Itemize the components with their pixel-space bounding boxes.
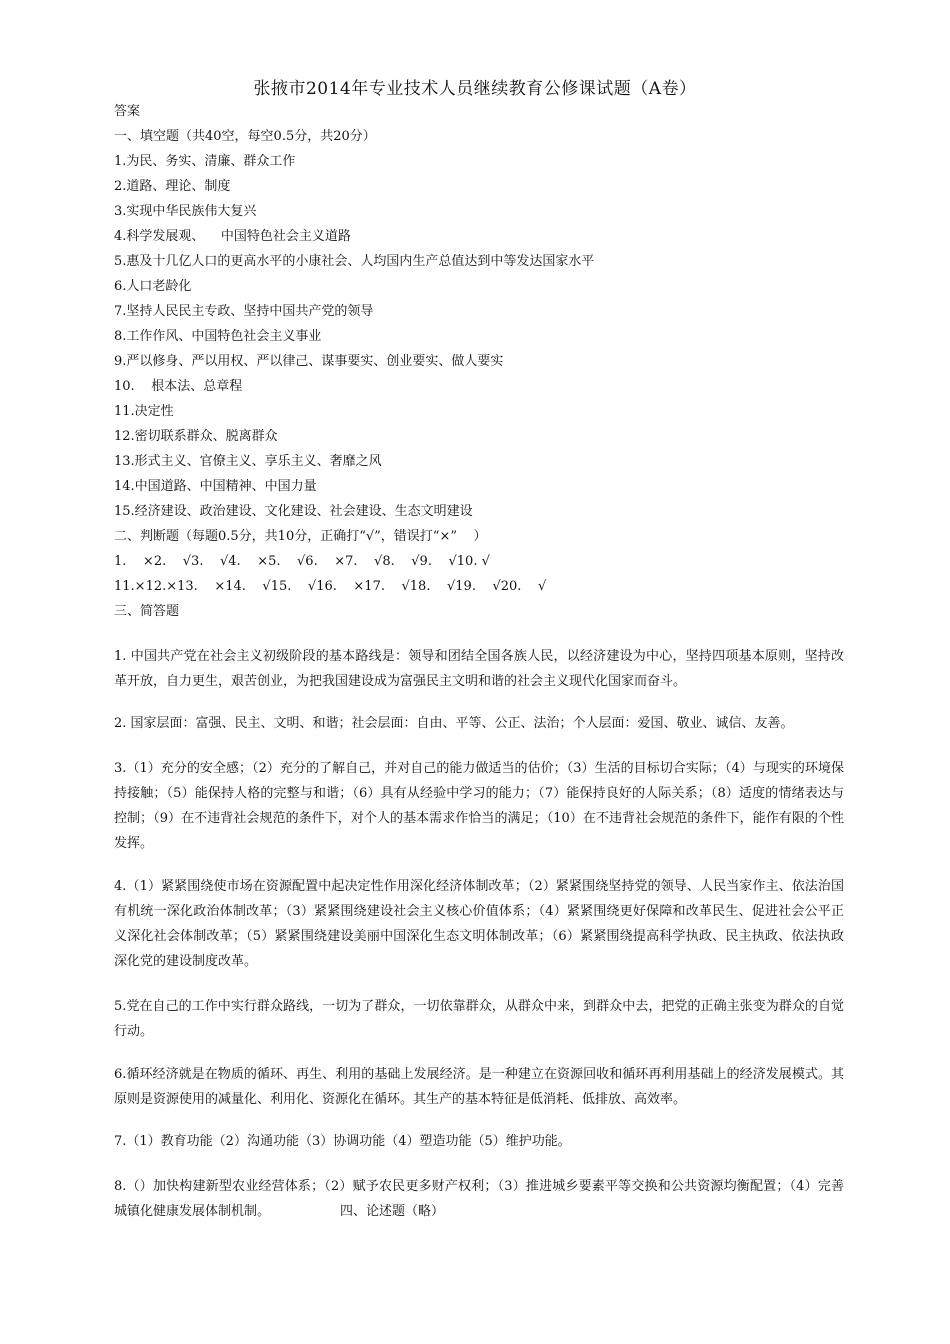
fill-blank-item: 1.为民、务实、清廉、群众工作 xyxy=(114,154,296,169)
short-answer-item: 4.（1）紧紧围绕使市场在资源配置中起决定性作用深化经济体制改革；（2）紧紧围绕坚持党的领导、人民当家作主、依法治国有机统一深化政治体制改革；（3）紧紧围绕建设社会主义核心价值体系；（4）紧紧围绕更好保障和改革民生、促进社会公平正义深化社会体制改革；（5）紧紧围绕建设美丽中国深化生态文明体制改革；（6）紧紧围绕提高科学执政、民主执政、依法执政深化党的建设制度改革。 xyxy=(114,879,844,969)
true-false-answers-row: 1. ×2. √3. √4. ×5. √6. ×7. √8. √9. √10. √ xyxy=(114,554,490,569)
answer-label: 答案 xyxy=(114,104,141,119)
fill-blank-item: 9.严以修身、严以用权、严以律己、谋事要实、创业要实、做人要实 xyxy=(114,354,504,369)
fill-blank-item: 5.惠及十几亿人口的更高水平的小康社会、人均国内生产总值达到中等发达国家水平 xyxy=(114,254,595,269)
fill-blank-item: 15.经济建设、政治建设、文化建设、社会建设、生态文明建设 xyxy=(114,504,473,519)
page-title: 张掖市2014年专业技术人员继续教育公修课试题（A卷） xyxy=(253,79,697,99)
fill-blank-item: 8.工作作风、中国特色社会主义事业 xyxy=(114,329,322,344)
fill-blank-item: 14.中国道路、中国精神、中国力量 xyxy=(114,479,317,494)
fill-blank-item: 13.形式主义、官僚主义、享乐主义、奢靡之风 xyxy=(114,454,382,469)
short-answer-item xyxy=(114,1174,844,1224)
fill-blank-item: 11.决定性 xyxy=(114,404,174,419)
true-false-answers-row: 11.×12.×13. ×14. √15. √16. ×17. √18. √19. √20. √ xyxy=(114,579,547,594)
short-answer-item: 7.（1）教育功能（2）沟通功能（3）协调功能（4）塑造功能（5）维护功能。 xyxy=(114,1134,571,1149)
essay-heading: 四、论述题（略） xyxy=(340,1204,445,1219)
short-answer-item: 3.（1）充分的安全感；（2）充分的了解自己，并对自己的能力做适当的估价；（3）生活的目标切合实际；（4）与现实的环境保持接触；（5）能保持人格的完整与和谐；（6）具有从经验中学习的能力；（7）能保持良好的人际关系；（8）适度的情绪表达与控制；（9）在不违背社会规范的条件下，对个人的基本需求作恰当的满足；（10）在不违背社会规范的条件下，能作有限的个性发挥。 xyxy=(114,761,844,851)
true-false-heading: 二、判断题（每题0.5分，共10分，正确打“√”，错误打“×” ） xyxy=(114,529,487,544)
short-answer-item: 1. 中国共产党在社会主义初级阶段的基本路线是：领导和团结全国各族人民，以经济建设为中心，坚持四项基本原则，坚持改革开放，自力更生，艰苦创业，为把我国建设成为富强民主文明和谐的社会主义现代化国家而奋斗。 xyxy=(114,649,844,689)
fill-blank-item: 6.人口老龄化 xyxy=(114,279,192,294)
short-answer-item-text: 8.（）加快构建新型农业经营体系；（2）赋予农民更多财产权利；（3）推进城乡要素平等交换和公共资源均衡配置；（4）完善城镇化健康发展体制机制。 xyxy=(114,1179,844,1219)
fill-blank-item: 4.科学发展观、 中国特色社会主义道路 xyxy=(114,229,351,244)
short-answer-item: 6.循环经济就是在物质的循环、再生、利用的基础上发展经济。是一种建立在资源回收和循环再利用基础上的经济发展模式。其原则是资源使用的减量化、利用化、资源化在循环。其生产的基本特征是低消耗、低排放、高效率。 xyxy=(114,1067,844,1107)
fill-blank-item: 7.坚持人民民主专政、坚持中国共产党的领导 xyxy=(114,304,374,319)
short-answer-item: 2. 国家层面：富强、民主、文明、和谐；社会层面：自由、平等、公正、法治；个人层面：爱国、敬业、诚信、友善。 xyxy=(114,716,794,731)
fill-blank-item: 12.密切联系群众、脱离群众 xyxy=(114,429,278,444)
fill-blank-item: 10. 根本法、总章程 xyxy=(114,379,243,394)
short-answer-item: 5.党在自己的工作中实行群众路线，一切为了群众，一切依靠群众，从群众中来，到群众中去，把党的正确主张变为群众的自觉行动。 xyxy=(114,999,844,1039)
fill-blank-heading: 一、填空题（共40空，每空0.5分，共20分） xyxy=(114,129,376,144)
short-answer-heading: 三、简答题 xyxy=(114,604,180,619)
fill-blank-item: 2.道路、理论、制度 xyxy=(114,179,231,194)
fill-blank-item: 3.实现中华民族伟大复兴 xyxy=(114,204,257,219)
